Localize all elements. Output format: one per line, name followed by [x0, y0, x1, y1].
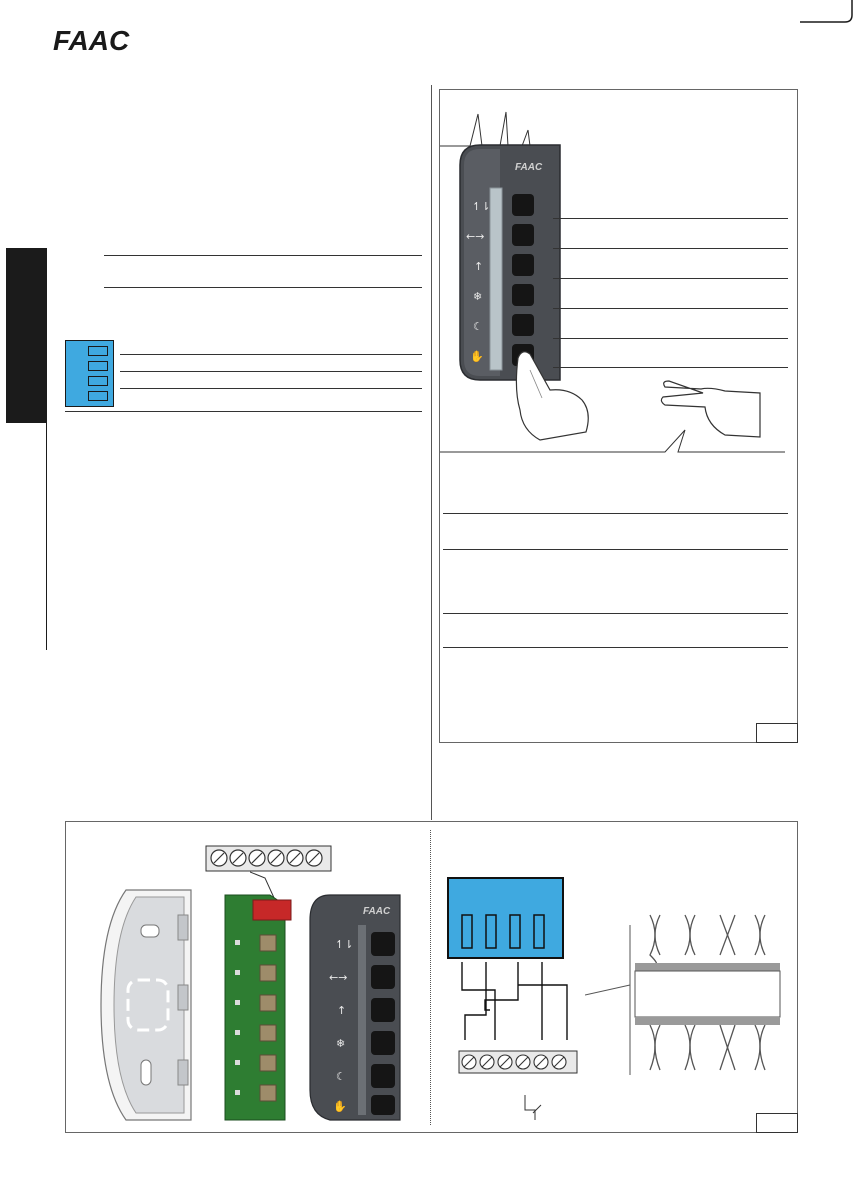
- partial-open-icon: ←→: [329, 971, 348, 984]
- dip-position: [88, 361, 108, 371]
- keypad-button-night[interactable]: [512, 314, 534, 336]
- automatic-icon: ↿⇂: [472, 200, 491, 213]
- table-rule: [120, 371, 422, 372]
- winter-icon: ❄: [336, 1037, 346, 1050]
- dip-switch-small: [65, 340, 114, 407]
- bottom-keypad-brand: FAAC: [363, 906, 391, 917]
- wiring-diagram: [445, 875, 590, 1125]
- front-keypad-illustration: [305, 890, 405, 1125]
- button-callout-line: [553, 278, 788, 279]
- figure-number-tag: [756, 1113, 798, 1133]
- open-icon: ↑: [337, 1004, 347, 1017]
- table-rule: [104, 255, 422, 256]
- table-rule: [443, 647, 788, 648]
- keypad-button-winter[interactable]: [512, 284, 534, 306]
- back-cover-illustration: [96, 885, 201, 1125]
- keypad-button-open[interactable]: [512, 254, 534, 276]
- table-rule: [120, 354, 422, 355]
- figure-dotted-divider: [430, 830, 431, 1125]
- circuit-board-illustration: [215, 890, 295, 1125]
- manual-icon: ✋: [470, 350, 484, 363]
- night-icon: ☾: [336, 1070, 346, 1083]
- logo-text: FAAC: [53, 26, 130, 56]
- figure-divider: [440, 425, 790, 455]
- keypad-brand: FAAC: [515, 162, 543, 173]
- table-rule: [104, 287, 422, 288]
- button-callout-line: [553, 218, 788, 219]
- button-callout-line: [553, 248, 788, 249]
- corner-bracket: [760, 0, 860, 30]
- twisted-pair-cable: [585, 905, 790, 1085]
- manual-icon: ✋: [333, 1100, 347, 1113]
- side-margin-line: [46, 423, 47, 650]
- table-rule: [443, 513, 788, 514]
- chapter-side-tab: [6, 248, 47, 423]
- table-rule: [120, 388, 422, 389]
- automatic-icon: ↿⇂: [335, 938, 354, 951]
- table-rule: [65, 411, 422, 412]
- column-separator: [431, 85, 432, 820]
- dip-position: [88, 346, 108, 356]
- keypad-button-automatic[interactable]: [512, 194, 534, 216]
- button-callout-line: [553, 338, 788, 339]
- figure-number-tag: [756, 723, 798, 743]
- keypad-button-partial[interactable]: [512, 224, 534, 246]
- dip-position: [88, 391, 108, 401]
- dip-position: [88, 376, 108, 386]
- faac-logo-graphic: [53, 26, 143, 56]
- night-icon: ☾: [473, 320, 483, 333]
- table-rule: [443, 613, 788, 614]
- partial-open-icon: ←→: [466, 230, 485, 243]
- brand-logo: [53, 26, 143, 61]
- table-rule: [443, 549, 788, 550]
- button-callout-line: [553, 308, 788, 309]
- open-icon: ↑: [474, 260, 484, 273]
- winter-icon: ❄: [473, 290, 483, 303]
